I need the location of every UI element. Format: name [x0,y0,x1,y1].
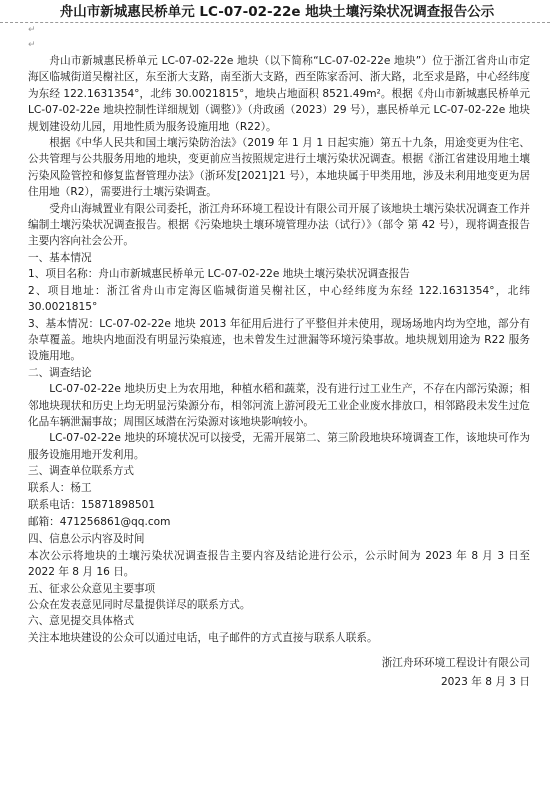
signature-organization: 浙江舟环环境工程设计有限公司 [381,657,530,670]
submission-format-text: 关注本地块建设的公众可以通过电话，电子邮件的方式直接与联系人联系。 [28,631,378,644]
spacer [28,646,530,654]
conclusion-paragraph: LC-07-02-22e 地块历史上为农用地，种植水稻和蔬菜，没有进行过工业生产，不存在内部污染源；相邻地块现状和历史上均无明显污染源分布，相邻河流上游河段无工业企业废水排放口，相邻路段未发生过危化品车辆泄漏事故；周围区域潜在污染源对该地块影响较小。 [28,383,530,428]
conclusion-summary-paragraph: LC-07-02-22e 地块的环境状况可以接受，无需开展第二、第三阶段地块环境调查工作，该地块可作为服务设施用地开发利用。 [28,432,530,461]
title-divider [0,22,550,23]
intro-paragraph: 舟山市新城惠民桥单元 LC-07-02-22e 地块（以下简称“LC-07-02-22e 地块”）位于浙江省舟山市定海区临城街道吴榭社区，东至浙大支路，南至浙大支路，西至陈家岙河、浙大路，北至求是路，中心经纬度为东经 122.1631354°，北纬 30.0021815°，地块占地面积 8521.49m²。根据《舟山市新城惠民桥单元 LC-07-02-22e 地块控制性详细规划（调整）》（舟政函（2023）29 号），惠民桥单元 LC-07-02-22e 地块规划建设幼儿园，用地性质为服务设施用地（R22）。 [28,55,530,133]
basic-situation-item: 3、基本情况：LC-07-02-22e 地块 2013 年征用后进行了平整但并未使用，现场场地内均为空地，部分有杂草覆盖。地块内地面没有明显污染痕迹，也未曾发生过泄漏等环境污染事故。地块规划用途为 R22 服务设施用地。 [28,317,530,363]
project-name-item: 1、项目名称：舟山市新城惠民桥单元 LC-07-02-22e 地块土壤污染状况调查报告 [28,268,410,281]
section-heading-public-opinion: 五、征求公众意见主要事项 [28,582,156,595]
contact-email[interactable]: 邮箱：471256861@qq.com [28,516,171,529]
section-heading-submission-format: 六、意见提交具体格式 [28,615,134,628]
publicity-period-text: 本次公示将地块的土壤污染状况调查报告主要内容及结论进行公示，公示时间为 2023 年 8 月 3 日至 2022 年 8 月 16 日。 [28,549,530,579]
section-heading-conclusion: 二、调查结论 [28,366,92,379]
section-heading-contact: 三、调查单位联系方式 [28,465,134,478]
section-heading-publicity: 四、信息公示内容及时间 [28,533,145,546]
commission-paragraph: 受舟山海城置业有限公司委托，浙江舟环环境工程设计有限公司开展了该地块土壤污染状况调查工作并编制土壤污染状况调查报告。根据《污染地块土壤环境管理办法（试行）》（部令 第 42 号），现将调查报告主要内容向社会公开。 [28,202,530,248]
document-title: 舟山市新城惠民桥单元 LC-07-02-22e 地块土壤污染状况调查报告公示 [59,4,495,20]
contact-person: 联系人：杨工 [28,481,92,494]
project-address-item: 2、项目地址：浙江省舟山市定海区临城街道吴榭社区，中心经纬度为东经 122.1631354°，北纬 30.0021815° [28,284,530,314]
legal-basis-paragraph: 根据《中华人民共和国土壤污染防治法》（2019 年 1 月 1 日起实施）第五十九条，用途变更为住宅、公共管理与公共服务用地的地块，变更前应当按照规定进行土壤污染状况调查。根据《浙江省建设用地土壤污染风险管控和修复监督管理办法》（浙环发[2021]21 号），本地块属于甲类用地，涉及未利用地变更为居住用地（R2），需要进行土壤污染调查。 [28,137,530,199]
section-heading-basic-info: 一、基本情况 [28,251,92,264]
contact-phone[interactable]: 联系电话：15871898501 [28,498,156,511]
signature-date: 2023 年 8 月 3 日 [440,676,530,689]
return-mark: ↵ [28,40,36,50]
return-mark: ↵ [28,25,36,35]
public-opinion-text: 公众在发表意见同时尽量提供详尽的联系方式。 [28,599,251,612]
